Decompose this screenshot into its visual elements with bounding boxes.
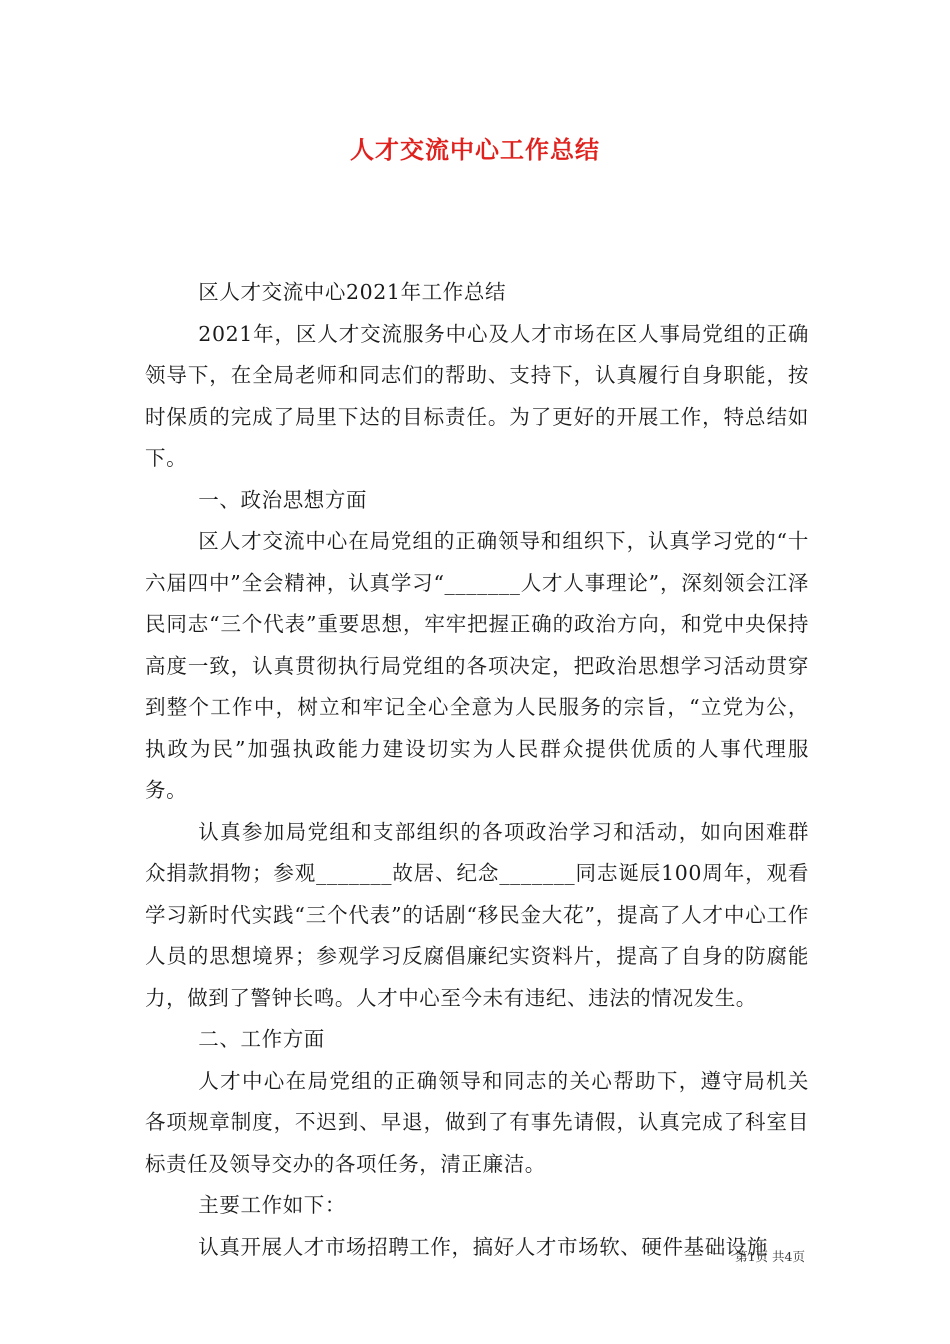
main-work-heading: 主要工作如下：: [198, 1193, 346, 1217]
work-paragraph-2: 认真开展人才市场招聘工作，搞好人才市场软、硬件基础设施: [198, 1234, 768, 1259]
intro-paragraph: 2021年，区人才交流服务中心及人才市场在区人事局党组的正确领导下，在全局老师和同志们的帮助、支持下，认真履行自身职能，按时保质的完成了局里下达的目标责任。为了更好的开展工作，特总结如下。: [145, 321, 809, 470]
political-paragraph-1: 区人才交流中心在局党组的正确领导和组织下，认真学习党的“十六届四中”全会精神，认真学习“_______人才人事理论”，深刻领会江泽民同志“三个代表”重要思想，牢牢把握正确的政治方向，和党中央保持高度一致，认真贯彻执行局党组的各项决定，把政治思想学习活动贯穿到整个工作中，树立和牢记全心全意为人民服务的宗旨，“立党为公，执政为民”加强执政能力建设切实为人民群众提供优质的人事代理服务。: [145, 529, 809, 802]
document-body: [145, 272, 809, 1268]
page-number-footer: 第1页 共4页: [735, 1249, 805, 1264]
political-paragraph-2: 认真参加局党组和支部组织的各项政治学习和活动，如向困难群众捐款捐物；参观_______故居、纪念_______同志诞辰100周年，观看学习新时代实践“三个代表”的话剧“移民金大花”，提高了人才中心工作人员的思想境界；参观学习反腐倡廉纪实资料片，提高了自身的防腐能力，做到了警钟长鸣。人才中心至今未有违纪、违法的情况发生。: [145, 819, 809, 1010]
section-heading-political: 一、政治思想方面: [198, 487, 368, 512]
subtitle-paragraph: 区人才交流中心2021年工作总结: [198, 280, 507, 304]
section-heading-work: 二、工作方面: [198, 1027, 325, 1051]
page-title: 人才交流中心工作总结: [350, 136, 600, 164]
work-paragraph-1: 人才中心在局党组的正确领导和同志的关心帮助下，遵守局机关各项规章制度，不迟到、早退，做到了有事先请假，认真完成了科室目标责任及领导交办的各项任务，清正廉洁。: [145, 1068, 809, 1176]
